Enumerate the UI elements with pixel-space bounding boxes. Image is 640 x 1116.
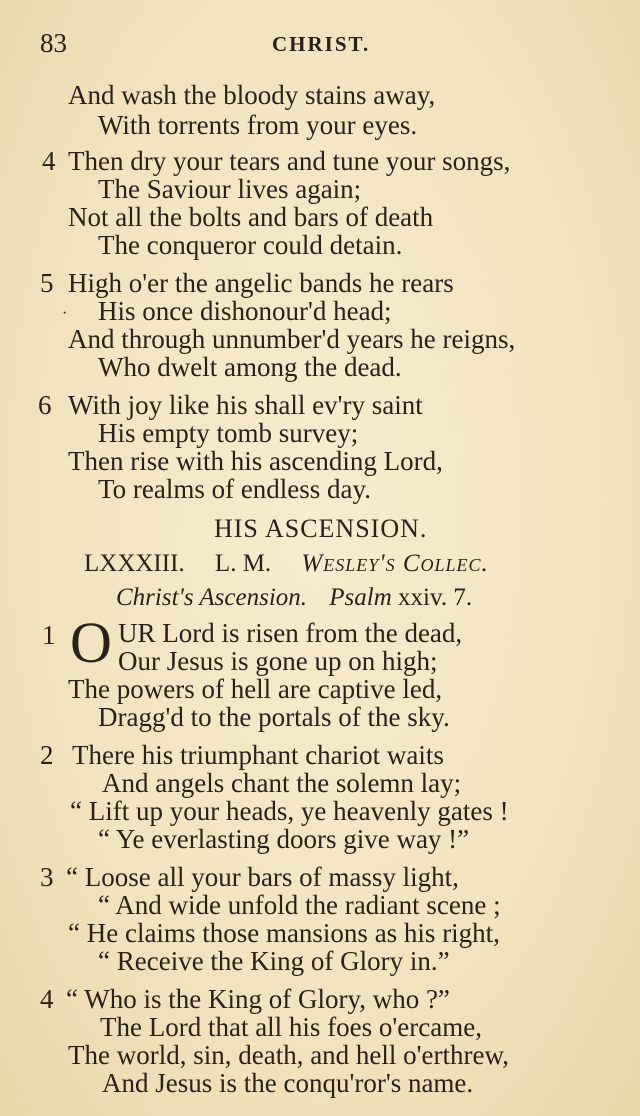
verse-line: The world, sin, death, and hell o'erthrew, <box>68 1040 509 1070</box>
stanza-number: 2 <box>40 740 54 770</box>
section-heading: HIS ASCENSION. <box>214 514 428 543</box>
verse-line: The powers of hell are captive led, <box>68 674 443 704</box>
verse-line: High o'er the angelic bands he rears <box>68 268 454 298</box>
verse-line: The Lord that all his foes o'ercame, <box>100 1012 482 1042</box>
hymn-source: Wesley's Collec. <box>301 550 489 577</box>
verse-line: Not all the bolts and bars of death <box>68 202 434 232</box>
verse-line: Dragg'd to the portals of the sky. <box>98 702 450 732</box>
scripture-reference: xxiv. 7. <box>398 584 473 611</box>
verse-line: And through unnumber'd years he reigns, <box>68 324 516 354</box>
drop-cap: O <box>70 610 112 675</box>
scripture-book: Psalm <box>329 584 392 611</box>
verse-line: “ Ye everlasting doors give way !” <box>98 824 470 854</box>
stanza-number: 4 <box>40 984 54 1014</box>
verse-line: UR Lord is risen from the dead, <box>118 618 463 648</box>
hymn-number: LXXXIII. <box>84 550 185 577</box>
stanza-number: 6 <box>38 390 52 420</box>
page-number: 83 <box>40 28 67 58</box>
verse-line: The conqueror could detain. <box>98 230 403 260</box>
verse-line: “ Loose all your bars of massy light, <box>66 862 459 892</box>
verse-line: Then rise with his ascending Lord, <box>68 446 443 476</box>
stanza-number: 4 <box>42 146 56 176</box>
page-header <box>40 28 600 68</box>
verse-line: His empty tomb survey; <box>98 418 359 448</box>
verse-line: “ Who is the King of Glory, who ?” <box>66 984 450 1014</box>
verse-line: With joy like his shall ev'ry saint <box>68 390 423 420</box>
hymn-topic-line <box>116 584 472 612</box>
stanza-number: 3 <box>40 862 54 892</box>
stanza-number: 1 <box>42 620 56 650</box>
verse-line: “ He claims those mansions as his right, <box>68 918 500 948</box>
ink-dot: · <box>62 305 68 322</box>
hymn-info-line <box>84 550 489 578</box>
verse-line: And angels chant the solemn lay; <box>102 768 462 798</box>
verse-line: The Saviour lives again; <box>98 174 362 204</box>
stanza-number: 5 <box>40 268 54 298</box>
verse-line: His once dishonour'd head; <box>98 296 392 326</box>
verse-line: To realms of endless day. <box>98 474 372 504</box>
verse-line: And wash the bloody stains away, <box>68 80 436 110</box>
hymn-topic: Christ's Ascension. <box>116 584 308 611</box>
verse-line: Then dry your tears and tune your songs, <box>68 146 511 176</box>
verse-line: Who dwelt among the dead. <box>98 352 402 382</box>
verse-line: And Jesus is the conqu'ror's name. <box>102 1068 474 1098</box>
verse-line: “ And wide unfold the radiant scene ; <box>98 890 501 920</box>
verse-line: “ Receive the King of Glory in.” <box>98 946 450 976</box>
verse-line: There his triumphant chariot waits <box>72 740 444 770</box>
running-title: CHRIST. <box>272 32 371 56</box>
verse-line: With torrents from your eyes. <box>98 110 418 140</box>
verse-line: Our Jesus is gone up on high; <box>118 646 438 676</box>
verse-line: “ Lift up your heads, ye heavenly gates ! <box>70 796 509 826</box>
hymn-meter: L. M. <box>214 550 272 577</box>
